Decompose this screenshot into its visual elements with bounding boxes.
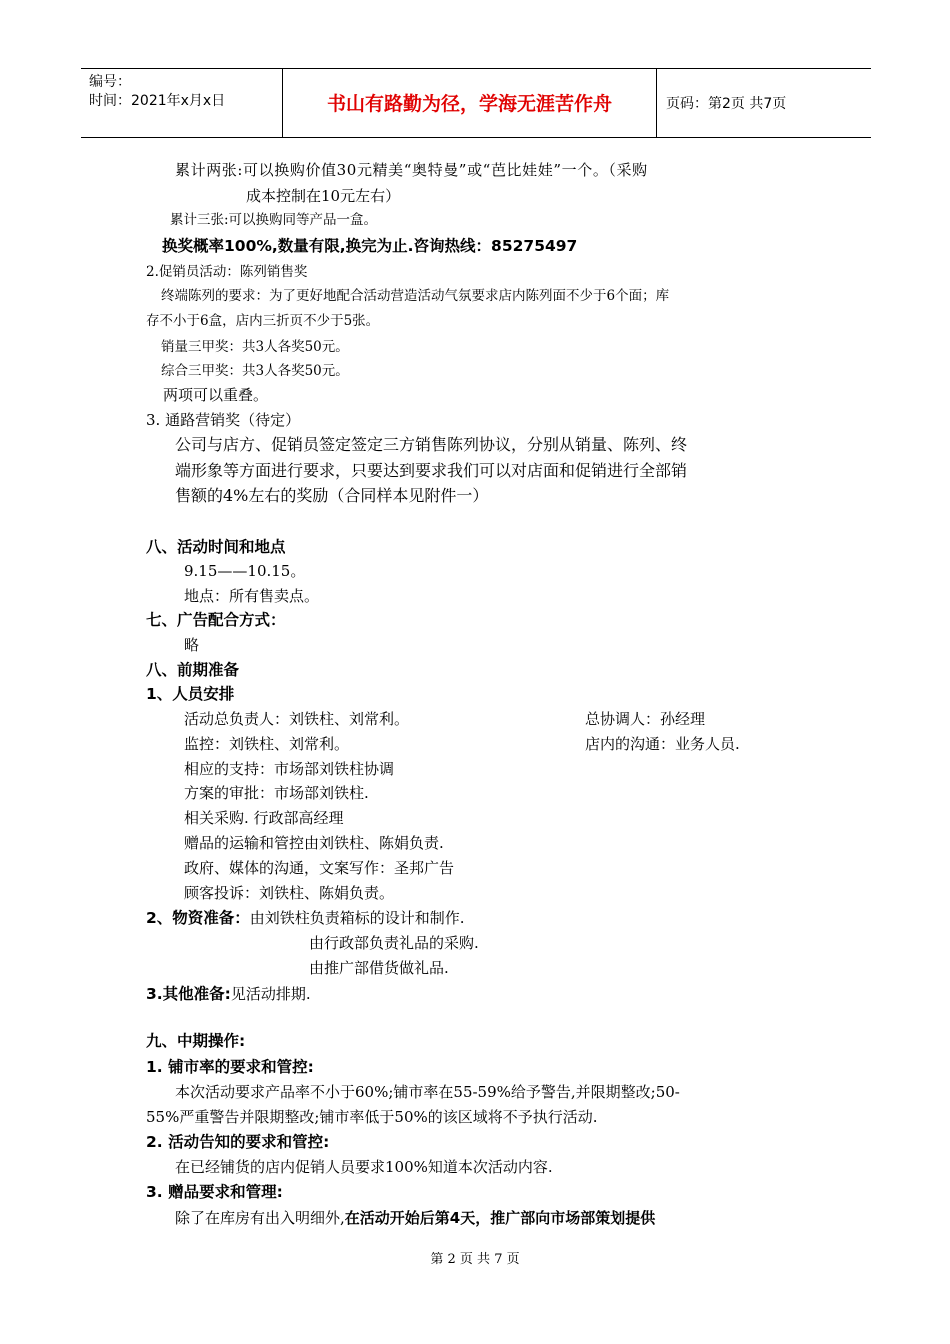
text-line: 两项可以重叠。 [163, 386, 269, 404]
subsection-line [146, 984, 311, 1004]
text-line: 政府、媒体的沟通，文案写作：圣邦广告 [184, 859, 455, 877]
text-line: 成本控制在10元左右） [246, 187, 401, 205]
text-line: 公司与店方、促销员签定签定三方销售陈列协议，分别从销量、陈列、终 [175, 435, 688, 454]
text-line: 店内的沟通：业务人员. [585, 735, 740, 753]
text-line: 9.15——10.15。 [184, 562, 306, 580]
date-label: 时间：2021年x月x日 [89, 93, 226, 109]
text-line: 端形象等方面进行要求，只要达到要求我们可以对店面和促销进行全部销 [175, 461, 688, 480]
section-heading: 八、活动时间和地点 [146, 538, 286, 556]
serial-label: 编号： [89, 74, 131, 90]
section-heading: 七、广告配合方式： [146, 611, 286, 629]
text-span: 除了在库房有出入明细外, [175, 1209, 345, 1227]
text-line: 总协调人：孙经理 [585, 710, 706, 728]
text-line: 由推广部借货做礼品. [309, 959, 449, 977]
text-line: 地点：所有售卖点。 [184, 587, 320, 605]
text-line: 综合三甲奖：共3人各奖50元。 [161, 363, 349, 379]
hotline-line: 换奖概率100%,数量有限,换完为止.咨询热线：85275497 [162, 237, 578, 255]
section-heading: 九、中期操作: [146, 1032, 246, 1050]
text-line: 终端陈列的要求：为了更好地配合活动营造活动气氛要求店内陈列面不少于6个面；库 [161, 288, 670, 304]
subsection-heading: 3. 赠品要求和管理: [146, 1183, 283, 1201]
text-line: 存不小于6盒，店内三折页不少于5张。 [146, 313, 380, 329]
text-line: 在已经铺货的店内促销人员要求100%知道本次活动内容. [175, 1158, 553, 1176]
text-line: 相应的支持：市场部刘铁柱协调 [184, 760, 395, 778]
text-span: 见活动排期. [230, 985, 311, 1003]
text-line: 累计两张:可以换购价值30元精美“奥特曼”或“芭比娃娃”一个。（采购 [175, 161, 648, 179]
text-span-bold: 在活动开始后第4天，推广部向市场部策划提供 [344, 1209, 656, 1227]
text-line: 2.促销员活动：陈列销售奖 [146, 264, 308, 280]
header-meta [89, 73, 225, 111]
subsection-heading: 2、物资准备： [146, 909, 250, 927]
subsection-heading: 3.其他准备: [146, 985, 231, 1003]
page-header [81, 68, 871, 138]
subsection-heading: 1. 铺市率的要求和管控: [146, 1058, 314, 1076]
text-line [175, 1208, 655, 1228]
text-line: 本次活动要求产品率不小于60%;铺市率在55-59%给予警告,并限期整改;50- [175, 1083, 680, 1101]
text-line: 55%严重警告并限期整改;铺市率低于50%的该区域将不予执行活动. [146, 1108, 598, 1126]
subsection-heading: 1、人员安排 [146, 685, 235, 703]
header-divider [656, 69, 657, 137]
text-line: 监控：刘铁柱、刘常利。 [184, 735, 350, 753]
section-heading: 八、前期准备 [146, 661, 240, 679]
text-line: 售额的4%左右的奖励（合同样本见附件一） [175, 486, 489, 505]
text-line: 顾客投诉：刘铁柱、陈娟负责。 [184, 884, 395, 902]
subsection-line [146, 908, 465, 928]
text-line: 销量三甲奖：共3人各奖50元。 [161, 339, 349, 355]
text-line: 略 [184, 636, 200, 654]
subsection-heading: 2. 活动告知的要求和管控: [146, 1133, 330, 1151]
page-footer: 第 2 页 共 7 页 [430, 1252, 520, 1267]
text-line: 方案的审批：市场部刘铁柱. [184, 784, 369, 802]
text-line: 赠品的运输和管控由刘铁柱、陈娟负责. [184, 834, 444, 852]
text-line: 活动总负责人：刘铁柱、刘常利。 [184, 710, 410, 728]
header-motto: 书山有路勤为径，学海无涯苦作舟 [326, 93, 612, 115]
page-indicator: 页码：第2页 共7页 [666, 96, 787, 112]
text-line: 3. 通路营销奖（待定） [146, 411, 301, 429]
text-line: 累计三张:可以换购同等产品一盒。 [170, 212, 378, 228]
text-span: 由刘铁柱负责箱标的设计和制作. [249, 909, 465, 927]
text-line: 由行政部负责礼品的采购. [309, 934, 479, 952]
text-line: 相关采购. 行政部高经理 [184, 809, 344, 827]
